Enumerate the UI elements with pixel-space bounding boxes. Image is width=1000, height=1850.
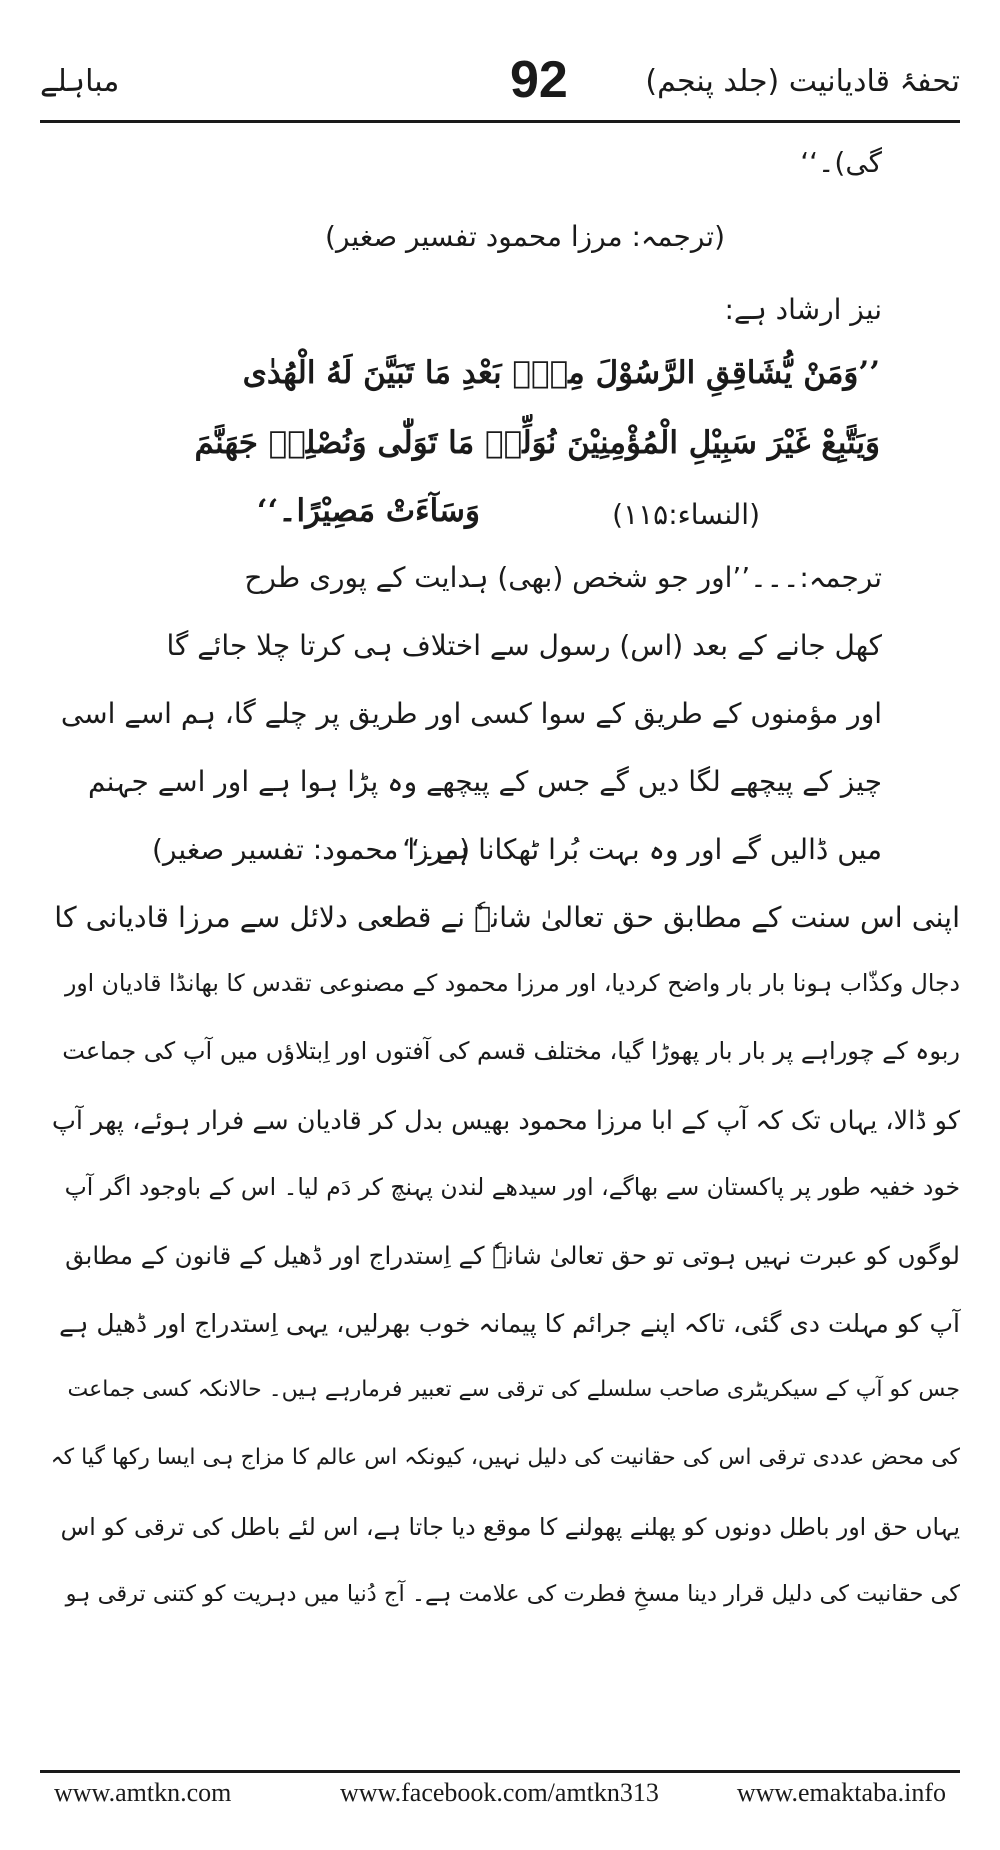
paragraph-line: کی محض عددی ترقی اس کی حقانیت کی دلیل نہیں، کیونکہ اس عالم کا مزاج ہی ایسا رکھا گیا کہ: [50, 1445, 960, 1470]
translation-line: کھل جانے کے بعد (اس) رسول سے اختلاف ہی کرتا چلا جائے گا: [166, 629, 882, 662]
text-line: گی)۔‘‘: [800, 146, 882, 179]
book-title: تحفۂ قادیانیت (جلد پنجم): [645, 64, 960, 99]
translation-line: چیز کے پیچھے لگا دیں گے جس کے پیچھے وہ پڑا ہوا ہے اور اسے جہنم: [88, 765, 882, 798]
verse-reference: (النساء:۱۱۵): [612, 498, 760, 531]
footer-link-facebook[interactable]: www.facebook.com/amtkn313: [340, 1778, 659, 1807]
translation-line: اور مؤمنوں کے طریق کے سوا کسی اور طریق پر چلے گا، ہم اسے اسی: [60, 697, 882, 730]
footer-divider: [40, 1770, 960, 1773]
quran-verse-line: وَسَآءَتْ مَصِيْرًا۔‘‘: [256, 493, 480, 529]
citation: (ترجمہ: مرزا محمود تفسیر صغیر): [325, 220, 725, 253]
paragraph-line: کی حقانیت کی دلیل قرار دینا مسخِ فطرت کی علامت ہے۔ آج دُنیا میں دہریت کو کتنی ترقی ہو: [65, 1581, 960, 1607]
paragraph-line: کو ڈالا، یہاں تک کہ آپ کے ابا مرزا محمود بھیس بدل کر قادیان سے فرار ہوئے، پھر آپ: [51, 1106, 960, 1136]
paragraph-line: ربوہ کے چوراہے پر بار بار پھوڑا گیا، مختلف قسم کی آفتوں اور اِبتلاؤں میں آپ کی جماعت: [62, 1037, 960, 1065]
text-line: نیز ارشاد ہے:: [724, 293, 882, 326]
footer-link-emaktaba[interactable]: www.emaktaba.info: [736, 1778, 946, 1807]
quran-verse-line: وَيَتَّبِعْ غَيْرَ سَبِيْلِ الْمُؤْمِنِيْنَ نُوَلِّهٖ مَا تَوَلّٰى وَنُصْلِهٖ جَهَنَّمَ: [194, 425, 880, 461]
paragraph-line: خود خفیہ طور پر پاکستان سے بھاگے، اور سیدھے لندن پہنچ کر دَم لیا۔ اس کے باوجود اگر آپ: [64, 1173, 960, 1201]
paragraph-line: لوگوں کو عبرت نہیں ہوتی تو حق تعالیٰ شانہٗ کے اِستدراج اور ڈھیل کے قانون کے مطابق: [65, 1241, 960, 1270]
paragraph-line: دجال وکذّاب ہونا بار بار واضح کردیا، اور مرزا محمود کے مصنوعی تقدس کا بھانڈا قادیان اور: [64, 969, 960, 997]
quran-verse-line: ’’وَمَنْ يُّشَاقِقِ الرَّسُوْلَ مِنْۢ بَعْدِ مَا تَبَيَّنَ لَهُ الْهُدٰى: [242, 355, 880, 391]
page-number: 92: [510, 51, 568, 109]
header-divider: [40, 120, 960, 123]
chapter-title: مباہلے: [40, 64, 120, 99]
page-header: [40, 52, 960, 116]
paragraph-line: یہاں حق اور باطل دونوں کو پھلنے پھولنے کا موقع دیا جاتا ہے، اس لئے باطل کی ترقی کو اس: [60, 1513, 960, 1541]
page-footer: [40, 1778, 960, 1818]
translation-line: میں ڈالیں گے اور وہ بہت بُرا ٹھکانا ہے۔‘‘: [402, 833, 882, 866]
paragraph-line: جس کو آپ کے سیکریٹری صاحب سلسلے کی ترقی سے تعبیر فرمارہے ہیں۔ حالانکہ کسی جماعت: [67, 1377, 960, 1402]
translation-line: ترجمہ:۔۔۔’’اور جو شخص (بھی) ہدایت کے پوری طرح: [244, 561, 882, 594]
paragraph-line: آپ کو مہلت دی گئی، تاکہ اپنے جرائم کا پیمانہ خوب بھرلیں، یہی اِستدراج اور ڈھیل ہے: [59, 1309, 960, 1338]
footer-link-amtkn[interactable]: www.amtkn.com: [54, 1778, 232, 1807]
citation: (مرزا محمود: تفسیر صغیر): [152, 833, 470, 866]
paragraph-line: اپنی اس سنت کے مطابق حق تعالیٰ شانہٗ نے قطعی دلائل سے مرزا قادیانی کا: [54, 901, 960, 934]
